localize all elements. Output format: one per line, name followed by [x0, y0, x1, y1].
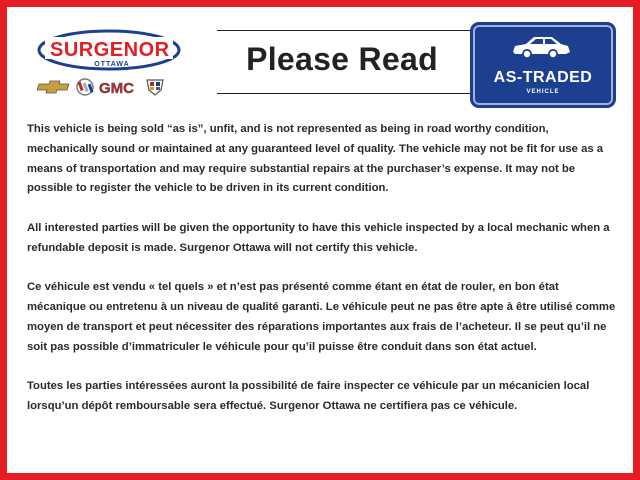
paragraph-as-is-fr: Ce véhicule est vendu « tel quels » et n’est pas présenté comme étant en état de rouler, en bon état mécanique ou entretenu à un niveau de qualité garanti. Le véhicule peut ne pas être apte à être utilisé comme moyen de transport et peut nécessiter des réparations importantes aux frais de l’acheteur. Il se peut qu’il ne soit pas possible d’immatriculer le véhicule pour qu’il puisse être conduit dans son état actuel.: [27, 281, 616, 353]
page-title: Please Read: [246, 41, 438, 77]
badge-title: AS-TRADED: [493, 69, 593, 86]
disclaimer-text: [27, 120, 617, 437]
svg-text:GMC: GMC: [99, 80, 134, 96]
as-traded-badge: [470, 22, 616, 106]
brand-location: OTTAWA: [94, 61, 130, 68]
paragraph-inspection-en: All interested parties will be given the opportunity to have this vehicle inspected by a local mechanic when a refundable deposit is made. Surgenor Ottawa will not certify this vehicle.: [27, 221, 610, 254]
gm-brands-icon: [37, 78, 197, 96]
paragraph-inspection-fr: Toutes les parties intéressées auront la possibilité de faire inspecter ce véhicule par un mécanicien local lorsqu’un dépôt remboursable sera effectué. Surgenor Ottawa ne certifiera pas ce véhicule.: [27, 380, 590, 413]
notice-card: [7, 7, 633, 473]
title-rule-top: [217, 30, 479, 31]
paragraph-as-is-en: This vehicle is being sold “as is”, unfit, and is not represented as being in road worthy condition, mechanically sound or maintained at any guaranteed level of quality. The vehicle may not be fit for use as a means of transportation and may require substantial repairs at the purchaser’s expense. It may not be possible to register the vehicle to be driven in its current condition.: [27, 123, 604, 195]
badge-subtitle: VEHICLE: [526, 89, 560, 95]
brand-name: SURGENOR: [50, 39, 170, 61]
title-rule-bottom: [217, 93, 479, 94]
car-icon: [510, 32, 572, 62]
header: [7, 7, 633, 115]
dealer-logo: [37, 27, 197, 102]
